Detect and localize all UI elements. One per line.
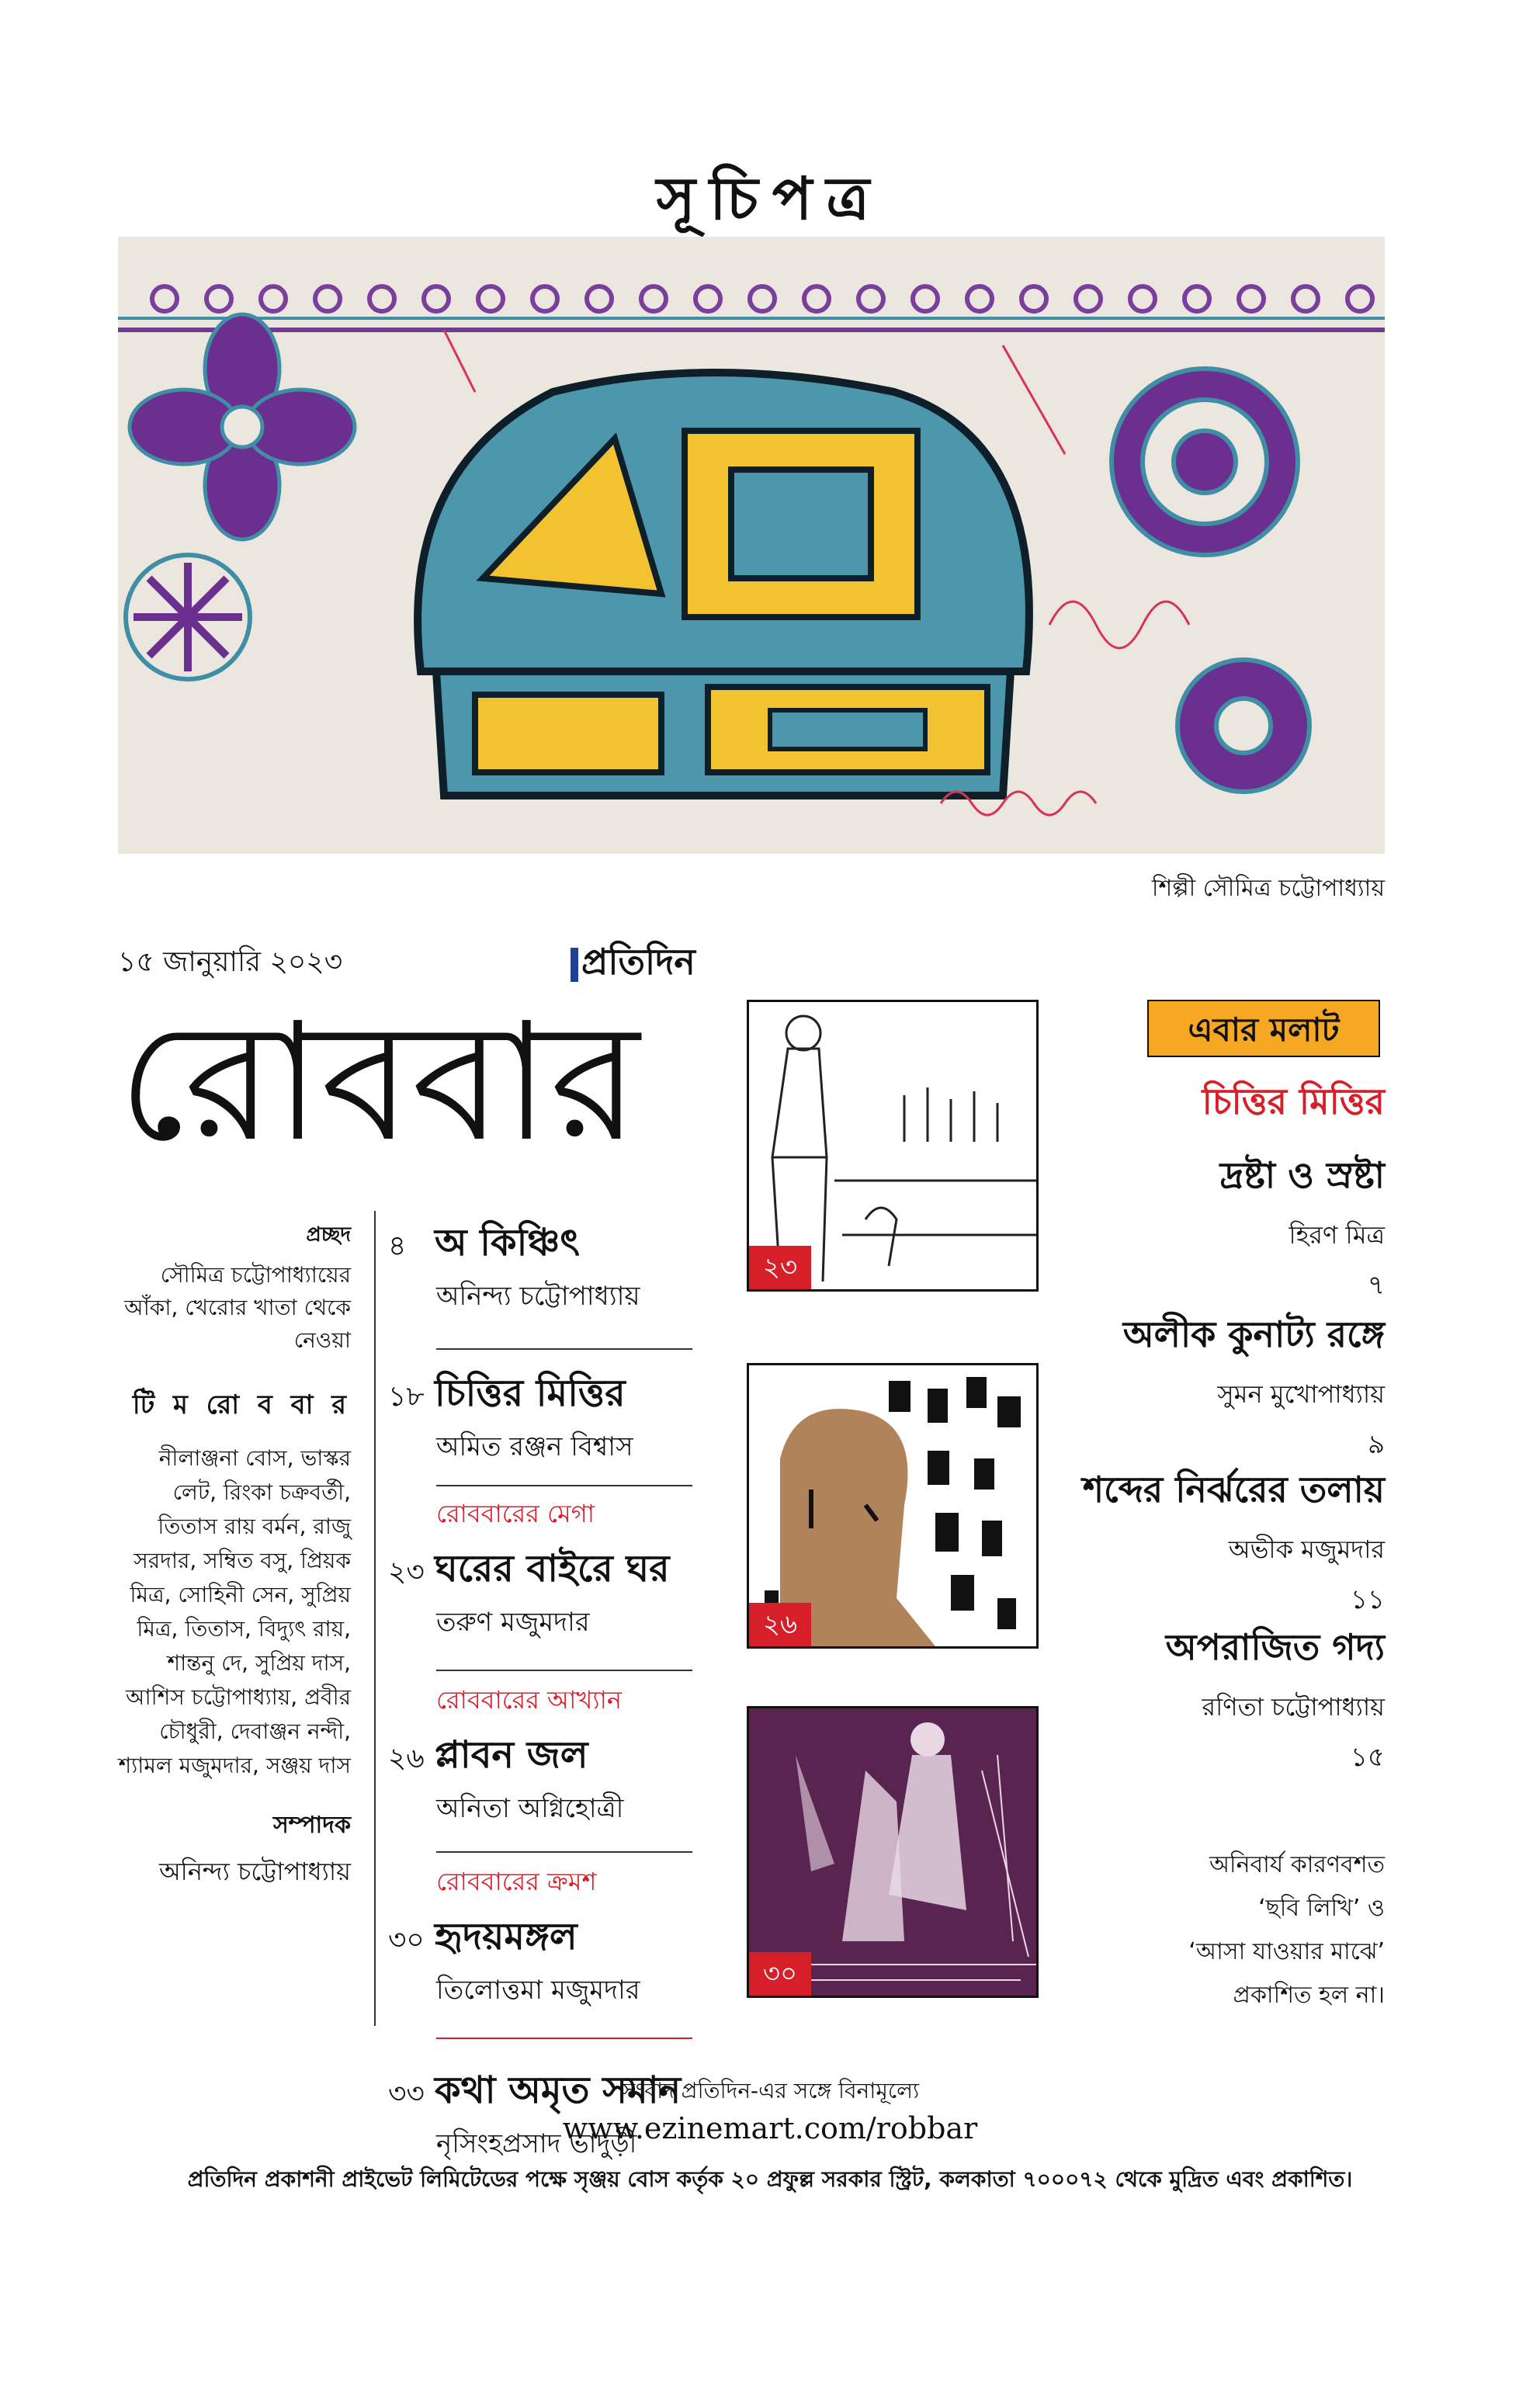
footer-url-link[interactable]: www.ezinemart.com/robbar bbox=[562, 2111, 978, 2145]
cover-item-page: ১৫ bbox=[1350, 1742, 1385, 1773]
issue-date: ১৫ জানুয়ারি ২০২৩ bbox=[118, 946, 343, 978]
cover-item[interactable] bbox=[1123, 1308, 1385, 1469]
editor-label: সম্পাদক bbox=[272, 1812, 351, 1839]
cover-credit-label: প্রচ্ছদ bbox=[306, 1223, 351, 1247]
cover-item[interactable] bbox=[1083, 1463, 1385, 1624]
entry-title: কথা অমৃত সমান bbox=[435, 2069, 682, 2112]
cover-item-author: অভীক মজুমদার bbox=[1228, 1535, 1385, 1564]
thumbnail-page-badge: ২৬ bbox=[749, 1603, 811, 1646]
footer-free-with: সংবাদ প্রতিদিন-এর সঙ্গে বিনামূল্যে bbox=[620, 2078, 920, 2103]
cover-item-title: শব্দের নির্ঝরের তলায় bbox=[1082, 1469, 1385, 1510]
entry-author: নৃসিংহপ্রসাদ ভাদুড়ী bbox=[436, 2128, 637, 2159]
entry-title: অ কিঞ্চিৎ bbox=[435, 1221, 580, 1264]
entry-title: প্লাবন জল bbox=[435, 1733, 588, 1777]
thumbnail-page-badge: ২৩ bbox=[749, 1246, 811, 1289]
flower-right-bottom bbox=[1178, 660, 1309, 792]
credits-column bbox=[118, 1219, 351, 1888]
thumbnail-30[interactable] bbox=[747, 1706, 1039, 1998]
cover-item-title: দ্রষ্টা ও স্রষ্টা bbox=[1219, 1154, 1385, 1196]
logo-mark-icon bbox=[571, 948, 578, 982]
notice-line: ‘আসা যাওয়ার মাঝে’ bbox=[1188, 1938, 1385, 1965]
notice-line: ‘ছবি লিখি’ ও bbox=[1258, 1895, 1385, 1922]
entry-page: ৪ bbox=[388, 1230, 407, 1262]
contents-entry[interactable] bbox=[388, 1215, 722, 1320]
notice-line: অনিবার্য কারণবশত bbox=[1209, 1851, 1385, 1878]
entry-page: ২৩ bbox=[388, 1556, 425, 1588]
cover-item[interactable] bbox=[1166, 1621, 1385, 1781]
section-label: রোববারের আখ্যান bbox=[436, 1685, 622, 1715]
logo-text: প্রতিদিন bbox=[581, 941, 695, 983]
artwork-illustration bbox=[118, 237, 1385, 854]
central-dome-motif bbox=[418, 373, 1029, 796]
magazine-masthead: রোববার bbox=[118, 987, 640, 1177]
contents-entry[interactable] bbox=[388, 1727, 722, 1833]
entry-author: তরুণ মজুমদার bbox=[436, 1607, 590, 1638]
cover-item[interactable] bbox=[1220, 1149, 1385, 1309]
team-label: টি ম রো ব বা র bbox=[132, 1389, 351, 1420]
cover-item-title: অপরাজিত গদ্য bbox=[1165, 1626, 1385, 1668]
entry-page: ৩৩ bbox=[388, 2078, 425, 2110]
thumbnail-26[interactable] bbox=[747, 1363, 1039, 1649]
cover-item-page: ৭ bbox=[1367, 1270, 1385, 1301]
divider bbox=[436, 1485, 692, 1486]
editor-name: অনিন্দ্য চট্টোপাধ্যায় bbox=[158, 1857, 351, 1886]
entry-author: তিলোত্তমা মজুমদার bbox=[436, 1975, 640, 2006]
divider-red bbox=[436, 2038, 692, 2039]
divider bbox=[436, 1851, 692, 1853]
entry-page: ২৬ bbox=[388, 1743, 425, 1774]
entry-author: অমিত রঞ্জন বিশ্বাস bbox=[436, 1431, 633, 1462]
team-members: নীলাঞ্জনা বোস, ভাস্কর লেট, রিংকা চক্রবর্তী, তিতাস রায় বর্মন, রাজু সরদার, সম্বিত বসু, প্রিয়ক মিত্র, সোহিনী সেন, সুপ্রিয় মিত্র, তিতাস, বিদ্যুৎ রায়, শান্তনু দে, সুপ্রিয় দাস, আশিস চট্টোপাধ্যায়, প্রবীর চৌধুরী, দেবাঞ্জন নন্দী, শ্যামল মজুমদার, সঞ্জয় দাস bbox=[118, 1445, 351, 1778]
cover-item-author: হিরণ মিত্র bbox=[1289, 1220, 1385, 1250]
entry-page: ১৮ bbox=[388, 1381, 425, 1413]
page-title-text: সূচিপত্র bbox=[656, 164, 884, 233]
entry-page: ৩০ bbox=[388, 1924, 425, 1956]
section-label: রোববারের মেগা bbox=[436, 1499, 595, 1528]
pratidin-logo bbox=[571, 935, 695, 994]
contents-entry[interactable] bbox=[388, 1909, 722, 2014]
flower-right-top bbox=[1112, 369, 1298, 555]
cover-story-heading: চিত্তির মিত্তির bbox=[1202, 1080, 1385, 1122]
divider bbox=[436, 1670, 692, 1671]
cover-item-page: ১১ bbox=[1350, 1584, 1385, 1615]
column-divider bbox=[374, 1211, 376, 2026]
divider bbox=[436, 1348, 692, 1350]
cover-item-author: সুমন মুখোপাধ্যায় bbox=[1217, 1379, 1385, 1409]
artwork-caption: শিল্পী সৌমিত্র চট্টোপাধ্যায় bbox=[1151, 875, 1385, 902]
notice-text bbox=[1188, 1843, 1385, 2017]
cover-artwork bbox=[118, 237, 1385, 854]
cover-credit-text: সৌমিত্র চট্টোপাধ্যায়ের আঁকা, খেরোর খাতা থেকে নেওয়া bbox=[124, 1262, 351, 1353]
cover-item-title: অলীক কুনাট্য রঙ্গে bbox=[1122, 1313, 1385, 1355]
entry-title: ঘরের বাইরে ঘর bbox=[435, 1547, 670, 1590]
cover-item-page: ৯ bbox=[1367, 1429, 1385, 1460]
cover-item-author: রণিতা চট্টোপাধ্যায় bbox=[1202, 1692, 1385, 1722]
entry-title: হৃদয়মঙ্গল bbox=[435, 1915, 578, 1958]
notice-line: প্রকাশিত হল না। bbox=[1233, 1982, 1385, 2009]
entry-author: অনিতা অগ্নিহোত্রী bbox=[436, 1793, 624, 1824]
thumbnail-page-badge: ৩০ bbox=[749, 1952, 811, 1996]
contents-list bbox=[388, 1215, 722, 2168]
section-label: রোববারের ক্রমশ bbox=[436, 1867, 597, 1896]
entry-author: অনিন্দ্য চট্টোপাধ্যায় bbox=[436, 1281, 640, 1312]
contents-entry[interactable] bbox=[388, 1365, 722, 1471]
thumbnail-23[interactable] bbox=[747, 1000, 1039, 1292]
flower-left-bottom bbox=[126, 555, 250, 679]
cover-story-badge: এবার মলাট bbox=[1147, 1000, 1380, 1057]
contents-entry[interactable] bbox=[388, 1541, 722, 1646]
footer-imprint: প্রতিদিন প্রকাশনী প্রাইভেট লিমিটেডের পক্ষে সৃঞ্জয় বোস কর্তৃক ২০ প্রফুল্ল সরকার স্ট্রিট, কলকাতা ৭০০০৭২ থেকে মুদ্রিত এবং প্রকাশিত। bbox=[187, 2166, 1353, 2192]
entry-title: চিত্তির মিত্তির bbox=[435, 1372, 626, 1415]
